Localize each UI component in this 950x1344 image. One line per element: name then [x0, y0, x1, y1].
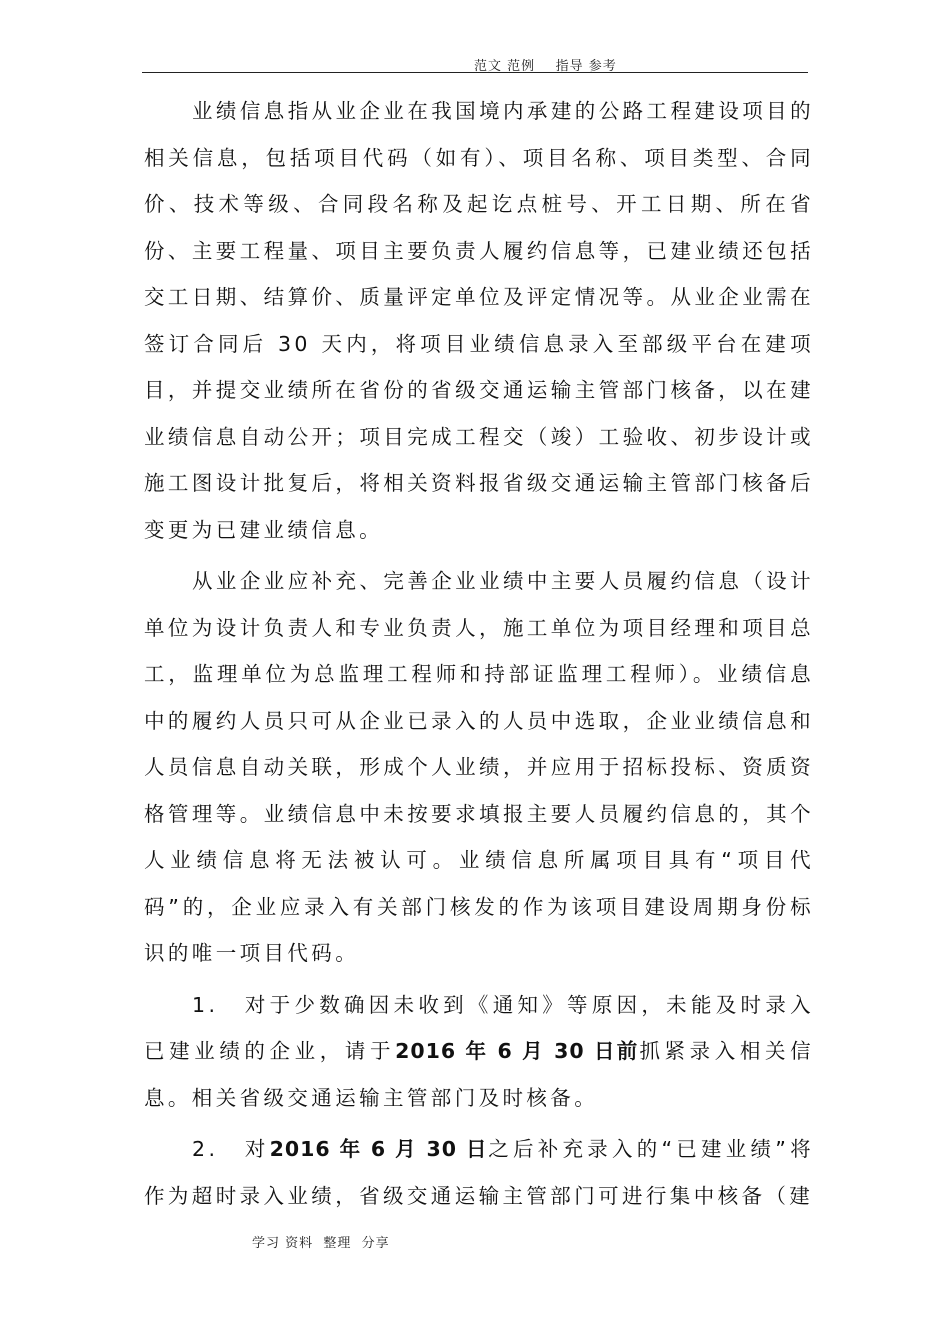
list-item-text: 之后补充录入的“已建业绩”将作为超时录入业绩，省级交通运输主管部门可进行集中核备（建	[144, 1137, 814, 1208]
list-item-text: 对	[244, 1137, 270, 1161]
list-item-2	[144, 1126, 814, 1219]
list-item-number: 1.	[192, 992, 219, 1017]
deadline-bold-text: 2016 年 6 月 30 日前	[395, 1039, 640, 1063]
deadline-bold-text: 2016 年 6 月 30 日	[269, 1137, 489, 1161]
list-item-number: 2.	[192, 1137, 219, 1161]
document-body	[144, 88, 814, 1219]
paragraph-personnel-info: 从业企业应补充、完善企业业绩中主要人员履约信息（设计单位为设计负责人和专业负责人，施工单位为项目经理和项目总工，监理单位为总监理工程师和持部证监理工程师）。业绩信息中的履约人员只可从企业已录入的人员中选取，企业业绩信息和人员信息自动关联，形成个人业绩，并应用于招标投标、资质资格管理等。业绩信息中未按要求填报主要人员履约信息的，其个人业绩信息将无法被认可。业绩信息所属项目具有“项目代码”的，企业应录入有关部门核发的作为该项目建设周期身份标识的唯一项目代码。	[144, 569, 814, 965]
page-footer: 学习 资料 整理 分享	[252, 1236, 390, 1251]
list-item-text: 抓紧录入相关信息。相关省级交通运输主管部门及时核备。	[144, 1039, 814, 1110]
header-text: 范文 范例 指导 参考	[474, 59, 617, 74]
paragraph-performance-info: 业绩信息指从业企业在我国境内承建的公路工程建设项目的相关信息，包括项目代码（如有）、项目名称、项目类型、合同价、技术等级、合同段名称及起讫点桩号、开工日期、所在省份、主要工程量、项目主要负责人履约信息等，已建业绩还包括交工日期、结算价、质量评定单位及评定情况等。从业企业需在签订合同后 30 天内，将项目业绩信息录入至部级平台在建项目，并提交业绩所在省份的省级交通运输主管部门核备，以在建业绩信息自动公开；项目完成工程交（竣）工验收、初步设计或施工图设计批复后，将相关资料报省级交通运输主管部门核备后变更为已建业绩信息。	[144, 99, 814, 542]
list-item-1	[144, 982, 814, 1122]
list-item-text: 对于少数确因未收到《通知》等原因，未能及时录入已建业绩的企业，请于	[144, 992, 814, 1063]
page-header	[142, 52, 808, 73]
